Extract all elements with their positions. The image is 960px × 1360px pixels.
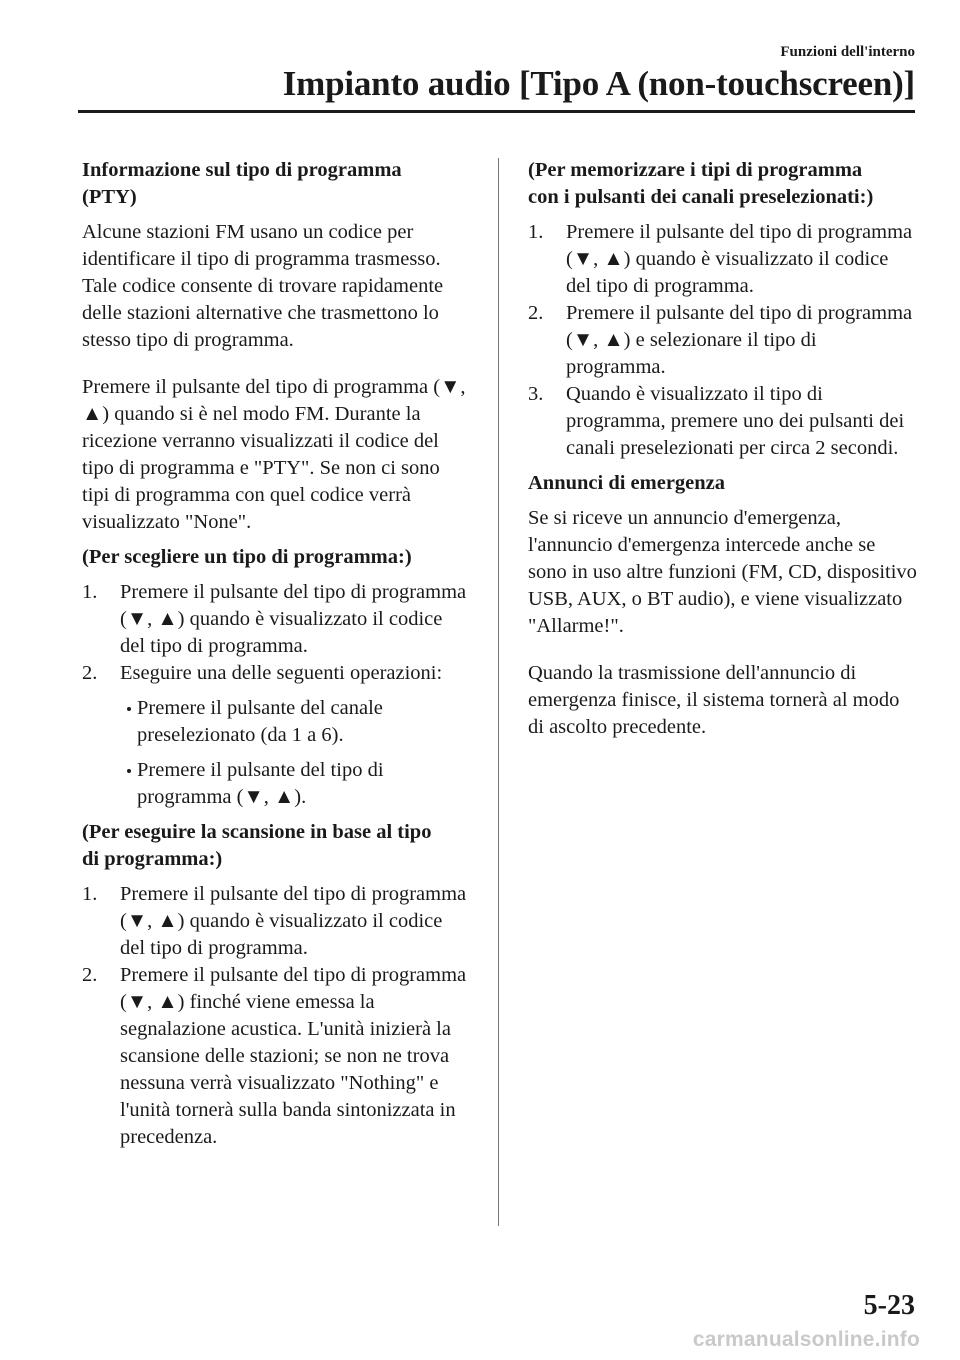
bullet-item [82, 695, 472, 749]
paragraph-pty-intro: Alcune stazioni FM usano un codice per identificare il tipo di programma trasmesso. Tale codice consente di trovare rapidamente delle stazioni alternative che trasmettono lo stesso tipo di programma. [82, 221, 444, 351]
right-column [528, 157, 918, 749]
bullet-item [82, 757, 472, 811]
page-title: Impianto audio [Tipo A (non-touchscreen)] [282, 64, 915, 103]
list-scan-program [82, 881, 472, 1151]
bullet-dot [127, 707, 131, 711]
list-store-program [528, 219, 918, 462]
page-number: 5-23 [863, 1290, 915, 1321]
paragraph-emergency-end: Quando la trasmissione dell'annuncio di emergenza finisce, il sistema tornerà al modo di ascolto precedente. [528, 662, 900, 738]
header-rule [78, 110, 915, 113]
list-item-text: Quando è visualizzato il tipo di programma, premere uno dei pulsanti dei canali preselezionati per circa 2 secondi. [566, 383, 905, 459]
list-item [82, 660, 472, 687]
header-section-label: Funzioni dell'interno [780, 44, 915, 60]
list-item-number: 1. [528, 221, 544, 243]
paragraph-emergency-intro: Se si riceve un annuncio d'emergenza, l'annuncio d'emergenza intercede anche se sono in uso altre funzioni (FM, CD, dispositivo USB, AUX, o BT audio), e viene visualizzato "Allarme!". [528, 507, 917, 637]
list-item-number: 2. [82, 662, 98, 684]
list-item-text: Premere il pulsante del tipo di programma (▼, ▲) e selezionare il tipo di programma. [566, 302, 913, 378]
heading-scan-program [82, 819, 472, 873]
heading-store-line2: con i pulsanti dei canali preselezionati:) [528, 186, 874, 208]
list-item [528, 381, 918, 462]
list-item-text: Premere il pulsante del tipo di programma (▼, ▲) finché viene emessa la segnalazione acustica. L'unità inizierà la scansione delle stazioni; se non ne trova nessuna verrà visualizzato "Nothing" e l'unità tornerà sulla banda sintonizzata in precedenza. [120, 964, 467, 1148]
list-item-number: 2. [528, 302, 544, 324]
paragraph-pty-press: Premere il pulsante del tipo di programma (▼, ▲) quando si è nel modo FM. Durante la ricezione verranno visualizzati il codice del tipo di programma e "PTY". Se non ci sono tipi di programma con quel codice verrà visualizzato "None". [82, 376, 466, 533]
list-item-number: 1. [82, 581, 98, 603]
heading-store-line1: (Per memorizzare i tipi di programma [528, 159, 863, 181]
bullet-text: Premere il pulsante del tipo di programma (▼, ▲). [137, 759, 384, 808]
bullet-text: Premere il pulsante del canale preselezionato (da 1 a 6). [137, 697, 383, 746]
watermark: carmanualsonline.info [692, 1328, 920, 1351]
left-column [82, 157, 472, 1159]
list-item-text: Premere il pulsante del tipo di programma (▼, ▲) quando è visualizzato il codice del tipo di programma. [120, 883, 467, 959]
list-item-number: 1. [82, 883, 98, 905]
heading-emergency: Annunci di emergenza [528, 472, 726, 494]
list-choose-program [82, 579, 472, 811]
list-item [82, 579, 472, 660]
heading-choose-program: (Per scegliere un tipo di programma:) [82, 546, 412, 568]
heading-scan-line2: di programma:) [82, 848, 223, 870]
heading-pty-line1: Informazione sul tipo di programma [82, 159, 402, 181]
list-item [528, 300, 918, 381]
heading-pty-line2: (PTY) [82, 186, 137, 208]
list-item-text: Eseguire una delle seguenti operazioni: [120, 662, 443, 684]
list-item-number: 3. [528, 383, 544, 405]
heading-scan-line1: (Per eseguire la scansione in base al tipo [82, 821, 432, 843]
list-item-text: Premere il pulsante del tipo di programma (▼, ▲) quando è visualizzato il codice del tipo di programma. [120, 581, 467, 657]
list-item [528, 219, 918, 300]
bullet-dot [127, 769, 131, 773]
list-item-number: 2. [82, 964, 98, 986]
list-item-text: Premere il pulsante del tipo di programma (▼, ▲) quando è visualizzato il codice del tipo di programma. [566, 221, 913, 297]
heading-store-program [528, 157, 918, 211]
heading-pty [82, 157, 472, 211]
list-item [82, 962, 472, 1151]
list-item [82, 881, 472, 962]
column-divider [498, 158, 499, 1226]
